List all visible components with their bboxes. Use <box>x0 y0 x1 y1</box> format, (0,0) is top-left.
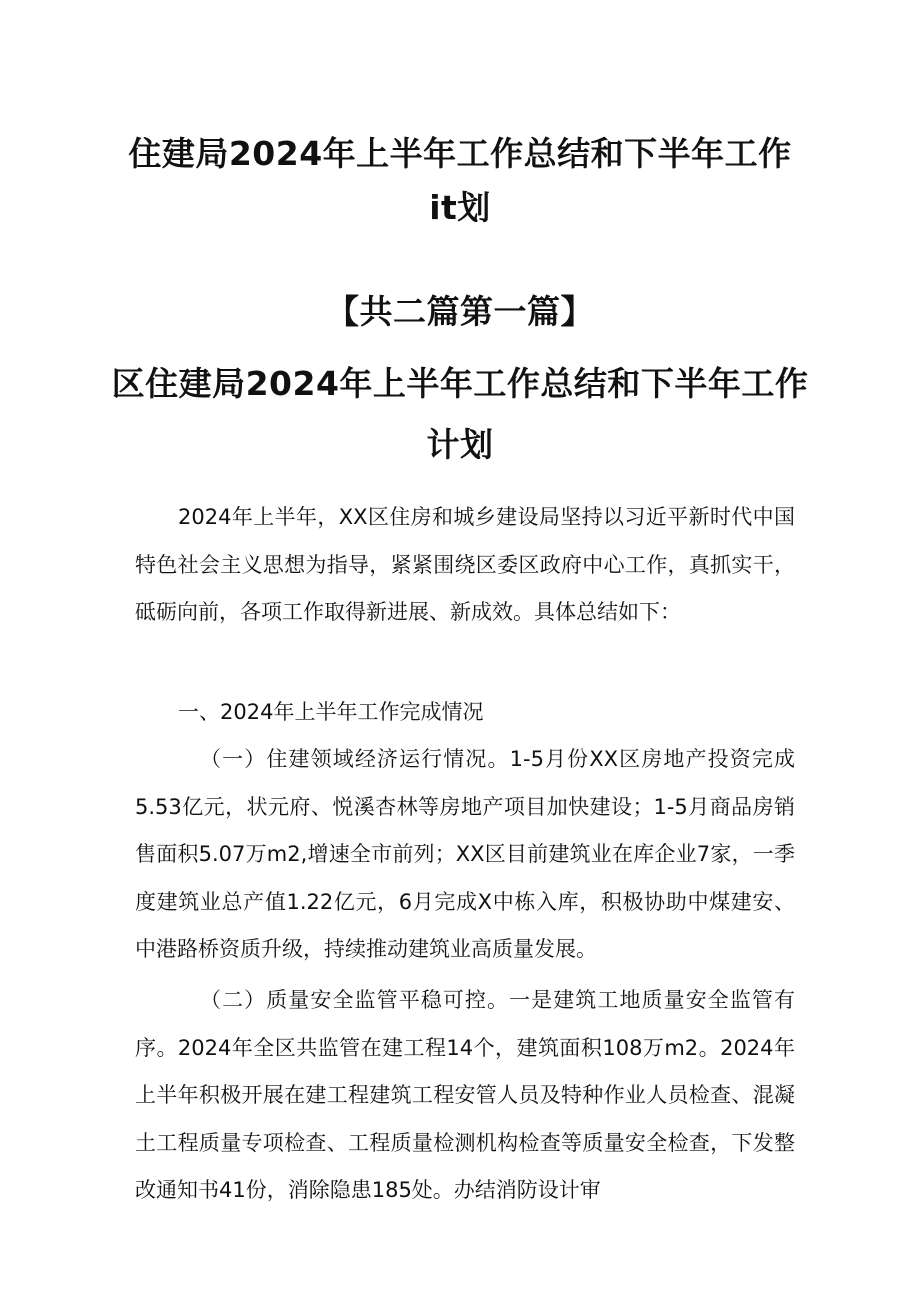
paragraph-quality-safety: （二）质量安全监管平稳可控。一是建筑工地质量安全监管有序。2024年全区共监管在建工程14个，建筑面积108万m2。2024年上半年积极开展在建工程建筑工程安管人员及特种作业人员检查、混凝土工程质量专项检查、工程质量检测机构检查等质量安全检查，下发整改通知书41份，消除隐患185处。办结消防设计审 <box>135 988 795 1203</box>
section-heading-1: 一、2024年上半年工作完成情况 <box>178 700 484 724</box>
paragraph-economy: （一）住建领域经济运行情况。1-5月份XX区房地产投资完成5.53亿元，状元府、悦溪杏林等房地产项目加快建设；1-5月商品房销售面积5.07万m2,增速全市前列；XX区目前建筑业在库企业7家，一季度建筑业总产值1.22亿元，6月完成X中栋入库，积极协助中煤建安、中港路桥资质升级，持续推动建筑业高质量发展。 <box>135 747 795 962</box>
document-title-line-2: it划 <box>429 188 491 227</box>
document-subtitle-line-1: 区住建局2024年上半年工作总结和下半年工作 <box>111 364 809 403</box>
document-subtitle-line-2: 计划 <box>426 425 494 464</box>
document-title-line-1: 住建局2024年上半年工作总结和下半年工作 <box>128 134 792 173</box>
intro-paragraph: 2024年上半年，XX区住房和城乡建设局坚持以习近平新时代中国特色社会主义思想为指导，紧紧围绕区委区政府中心工作，真抓实干，砥砺向前，各项工作取得新进展、新成效。具体总结如下： <box>135 505 795 625</box>
document-series-label: 【共二篇第一篇】 <box>326 292 594 331</box>
